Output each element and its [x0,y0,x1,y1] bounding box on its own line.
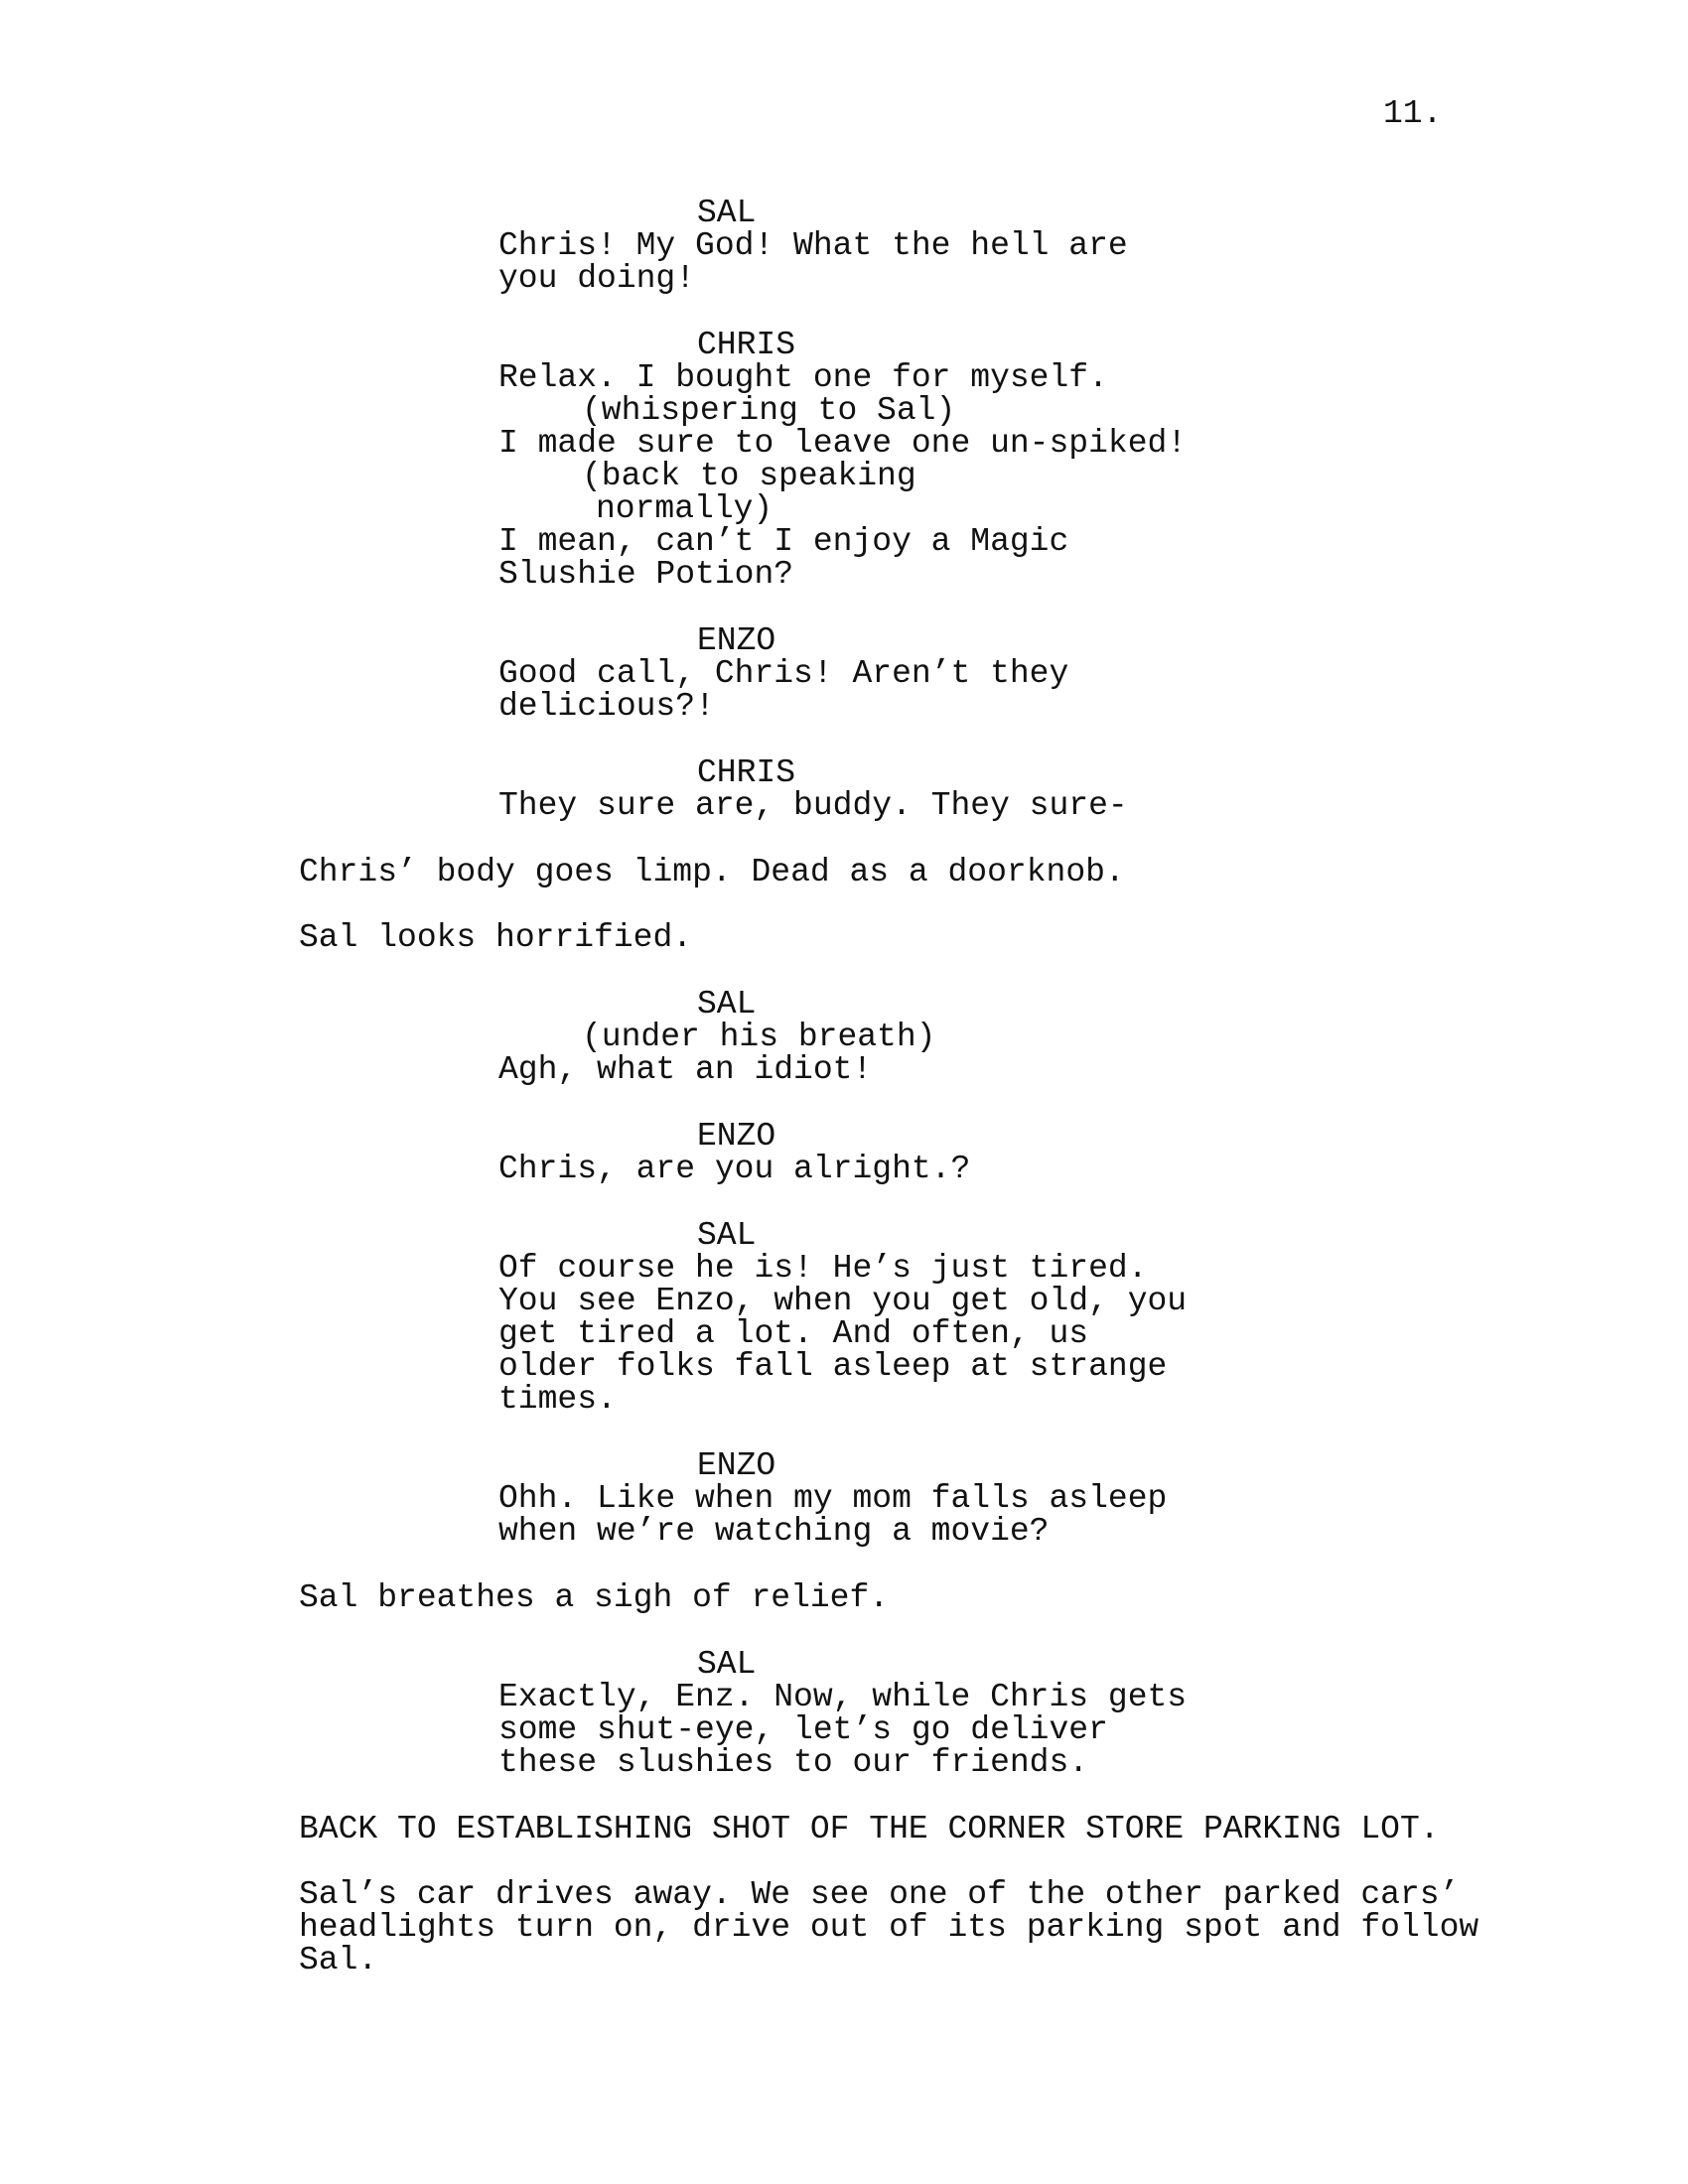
dialogue-line: Ohh. Like when my mom falls asleep [498,1480,1168,1517]
dialogue-line: Chris, are you alright.? [498,1151,971,1187]
dialogue-line: older folks fall asleep at strange [498,1348,1168,1385]
action-line: Chris’ body goes limp. Dead as a doorknob. [299,854,1125,890]
action-line: Sal looks horrified. [299,919,693,956]
dialogue-line: Relax. I bought one for myself. [498,359,1108,396]
action-line: Sal breathes a sigh of relief. [299,1579,890,1616]
dialogue-line: You see Enzo, when you get old, you [498,1283,1188,1319]
character-name: CHRIS [697,327,796,363]
dialogue-line: Chris! My God! What the hell are [498,227,1128,264]
dialogue-line: when we’re watching a movie? [498,1513,1050,1550]
dialogue-line: you doing! [498,260,696,297]
character-name: CHRIS [697,754,796,791]
dialogue-line: these slushies to our friends. [498,1744,1089,1781]
dialogue-line: delicious?! [498,688,715,725]
dialogue-line: some shut-eye, let’s go deliver [498,1711,1108,1748]
dialogue-line: times. [498,1381,617,1418]
dialogue-line: They sure are, buddy. They sure- [498,787,1128,824]
character-name: SAL [697,195,757,231]
dialogue-line: Slushie Potion? [498,556,794,593]
action-line: headlights turn on, drive out of its parking spot and follow [299,1909,1479,1946]
page-number: 11. [1383,95,1443,132]
parenthetical: (whispering to Sal) [582,392,956,429]
dialogue-line: Of course he is! He’s just tired. [498,1250,1148,1287]
character-name: SAL [697,1646,757,1683]
character-name: ENZO [697,622,776,659]
character-name: SAL [697,1217,757,1254]
dialogue-line: Agh, what an idiot! [498,1051,873,1088]
dialogue-line: Good call, Chris! Aren’t they [498,655,1069,692]
dialogue-line: I mean, can’t I enjoy a Magic [498,523,1069,560]
dialogue-line: get tired a lot. And often, us [498,1315,1089,1352]
dialogue-line: Exactly, Enz. Now, while Chris gets [498,1679,1188,1715]
character-name: ENZO [697,1447,776,1484]
action-line: Sal. [299,1942,378,1979]
parenthetical: normally) [596,490,774,527]
parenthetical: (under his breath) [582,1019,936,1055]
action-line: Sal’s car drives away. We see one of the other parked cars’ [299,1876,1460,1913]
action-line: BACK TO ESTABLISHING SHOT OF THE CORNER STORE PARKING LOT. [299,1811,1440,1847]
dialogue-line: I made sure to leave one un-spiked! [498,425,1188,462]
character-name: SAL [697,986,757,1023]
character-name: ENZO [697,1118,776,1155]
parenthetical: (back to speaking [582,458,916,494]
